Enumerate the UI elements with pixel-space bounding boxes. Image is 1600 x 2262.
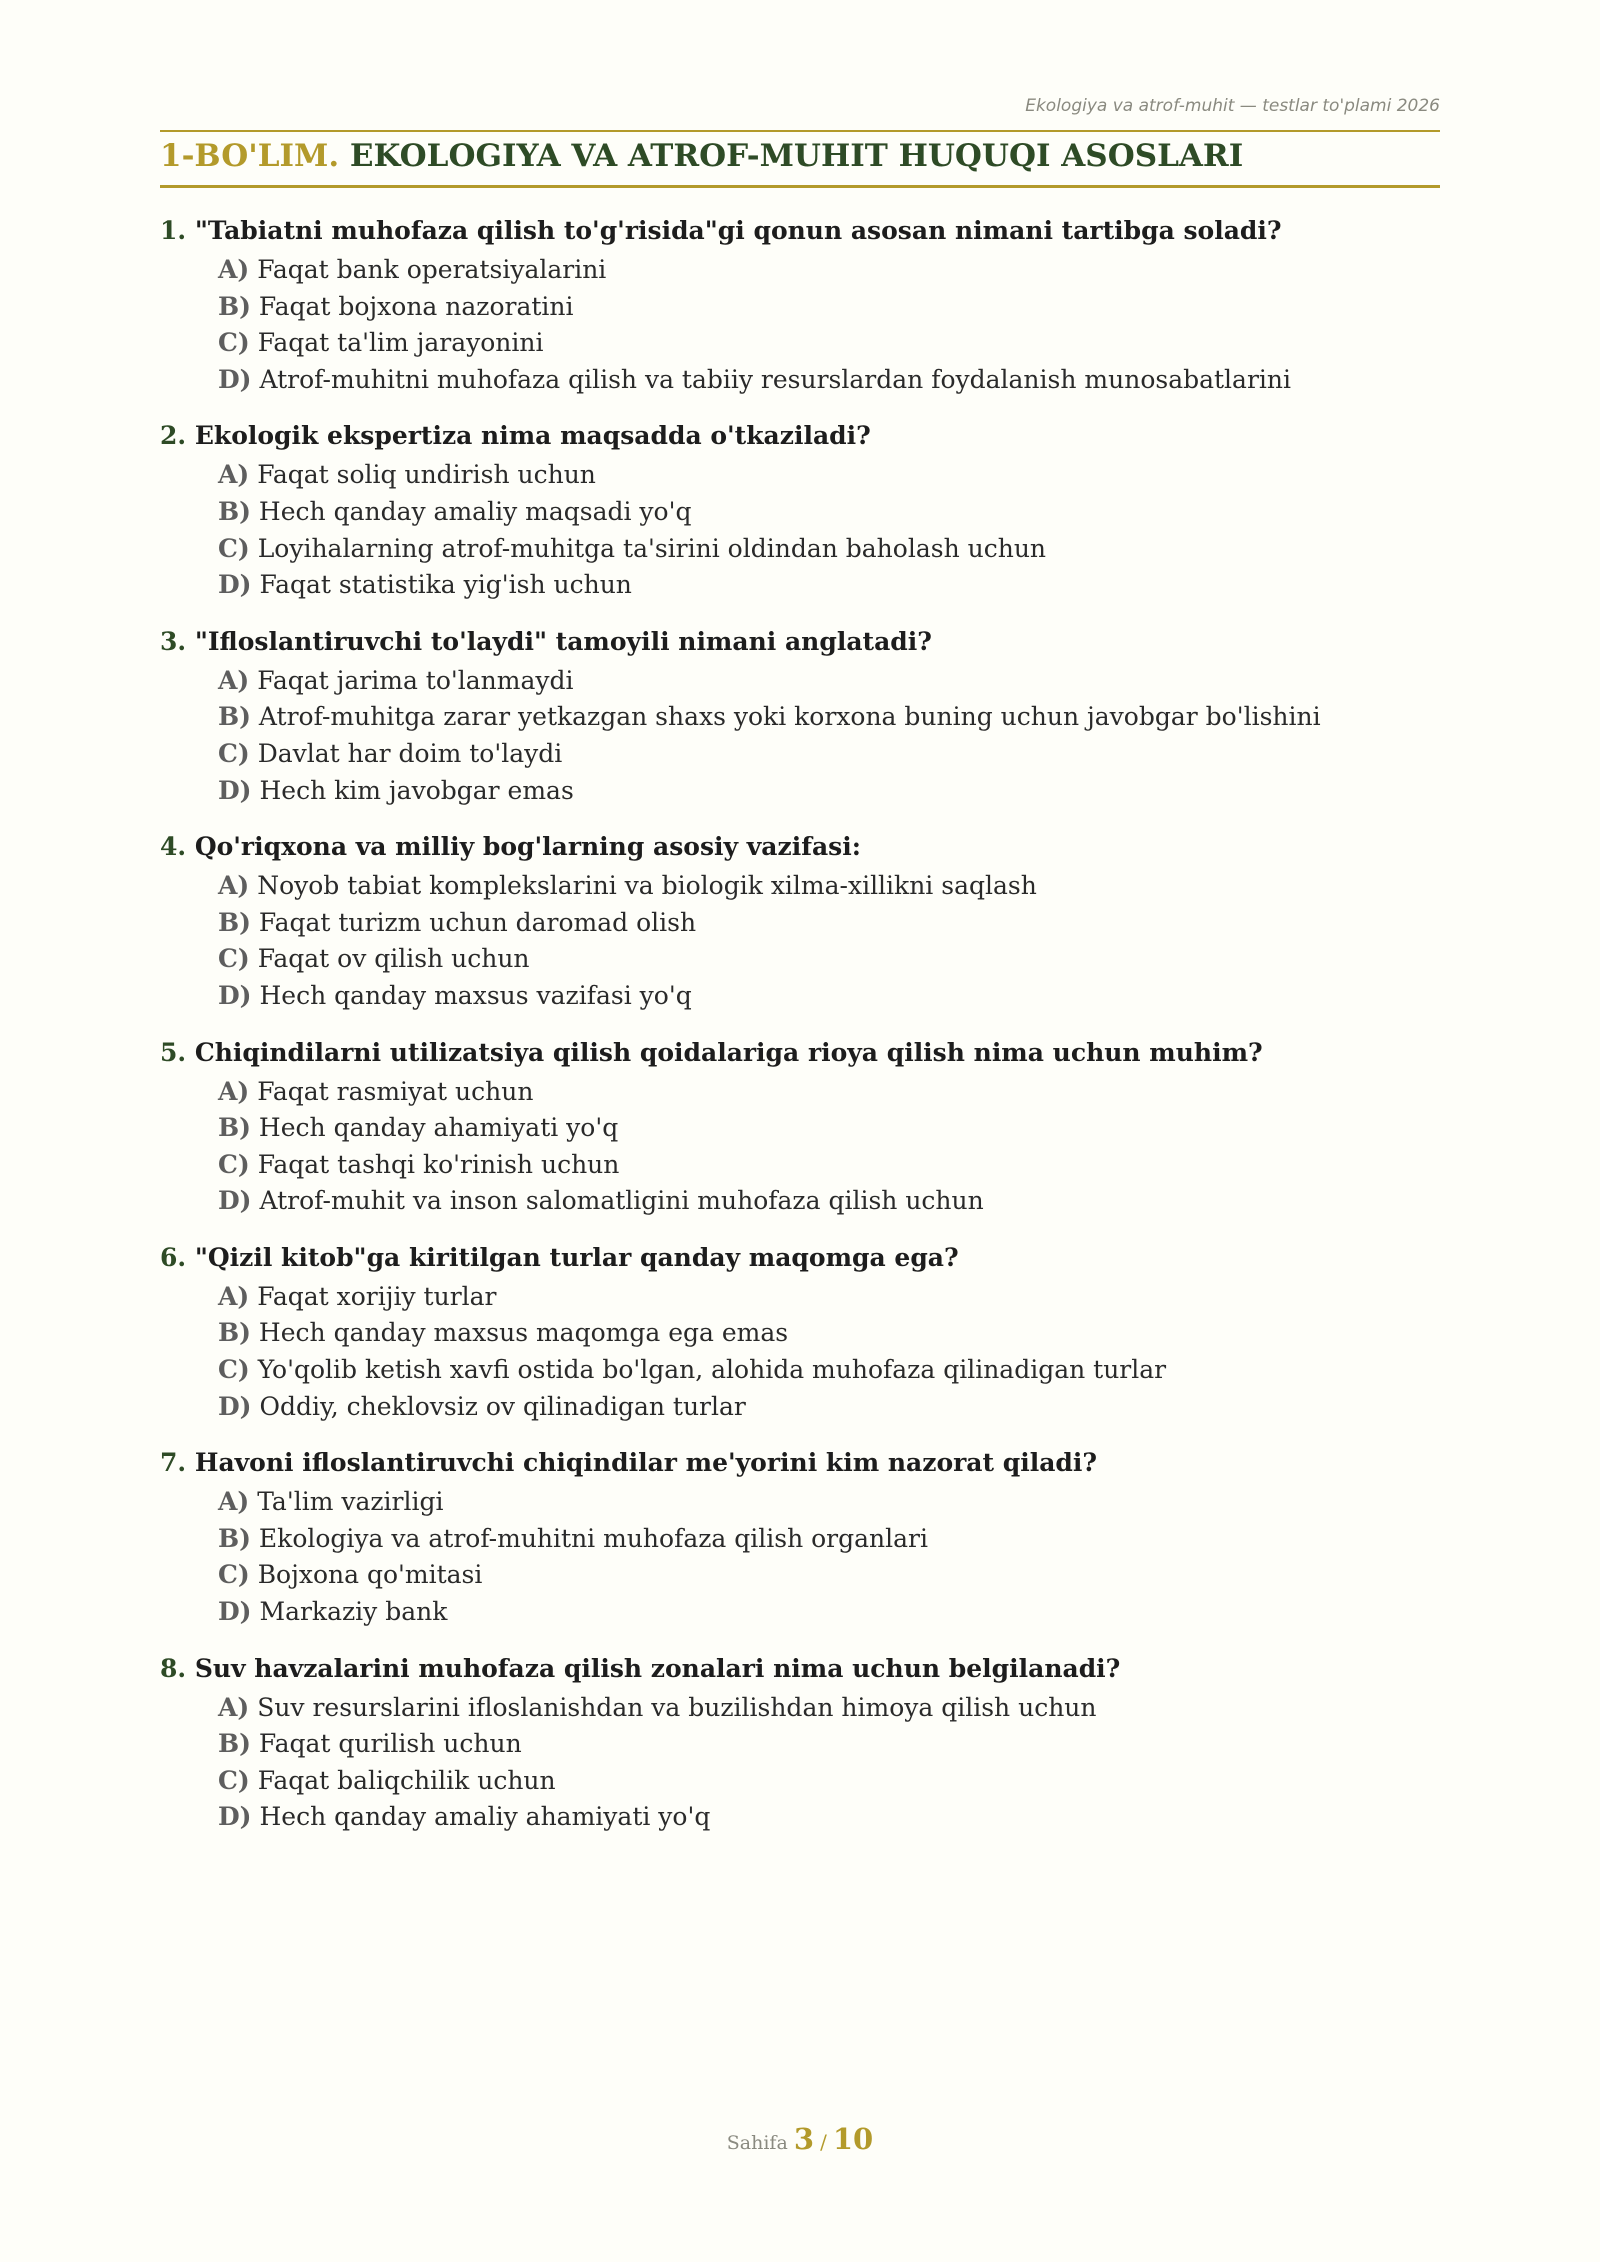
answer-option bbox=[218, 567, 1440, 604]
question-item bbox=[160, 1650, 1440, 1836]
answer-option bbox=[218, 1726, 1440, 1763]
option-letter: D) bbox=[218, 570, 252, 600]
option-letter: A) bbox=[218, 1487, 250, 1517]
answer-option bbox=[218, 1557, 1440, 1594]
question-number: 7. bbox=[160, 1448, 187, 1478]
option-text: Atrof-muhitni muhofaza qilish va tabiiy resurslardan foydalanish munosabatlarini bbox=[259, 364, 1291, 394]
answer-option bbox=[218, 1147, 1440, 1184]
question-prompt: "Ifloslantiruvchi to'laydi" tamoyili nimani anglatadi? bbox=[194, 626, 932, 656]
answer-option bbox=[218, 1110, 1440, 1147]
option-text: Suv resurslarini ifloslanishdan va buzilishdan himoya qilish uchun bbox=[257, 1692, 1097, 1722]
option-text: Hech qanday amaliy maqsadi yo'q bbox=[258, 496, 692, 526]
question-item bbox=[160, 828, 1440, 1014]
answer-options bbox=[218, 663, 1440, 809]
question-text bbox=[160, 623, 1440, 661]
option-letter: D) bbox=[218, 1802, 252, 1832]
option-letter: B) bbox=[218, 702, 251, 732]
option-text: Davlat har doim to'laydi bbox=[257, 738, 563, 768]
option-text: Yo'qolib ketish xavfi ostida bo'lgan, alohida muhofaza qilinadigan turlar bbox=[257, 1355, 1167, 1385]
header-divider bbox=[160, 130, 1440, 132]
option-letter: C) bbox=[218, 738, 250, 768]
option-letter: A) bbox=[218, 871, 250, 901]
option-letter: D) bbox=[218, 364, 252, 394]
answer-option bbox=[218, 1279, 1440, 1316]
answer-option bbox=[218, 978, 1440, 1015]
answer-option bbox=[218, 663, 1440, 700]
answer-option bbox=[218, 905, 1440, 942]
option-letter: C) bbox=[218, 1560, 250, 1590]
option-text: Atrof-muhit va inson salomatligini muhofaza qilish uchun bbox=[259, 1186, 984, 1216]
option-letter: C) bbox=[218, 1765, 250, 1795]
question-number: 3. bbox=[160, 626, 187, 656]
answer-option bbox=[218, 1389, 1440, 1426]
answer-options bbox=[218, 1074, 1440, 1220]
answer-option bbox=[218, 1594, 1440, 1631]
question-text bbox=[160, 1444, 1440, 1482]
option-text: Faqat bank operatsiyalarini bbox=[257, 255, 607, 284]
question-number: 4. bbox=[160, 832, 187, 862]
answer-option bbox=[218, 457, 1440, 494]
answer-option bbox=[218, 1763, 1440, 1800]
question-number: 2. bbox=[160, 421, 187, 451]
option-letter: C) bbox=[218, 533, 250, 563]
option-text: Faqat bojxona nazoratini bbox=[258, 291, 574, 321]
option-text: Markaziy bank bbox=[259, 1597, 448, 1627]
answer-option bbox=[218, 736, 1440, 773]
section-title-text: EKOLOGIYA VA ATROF-MUHIT HUQUQI ASOSLARI bbox=[349, 138, 1244, 174]
answer-option bbox=[218, 1799, 1440, 1836]
option-letter: A) bbox=[218, 1281, 250, 1311]
option-letter: A) bbox=[218, 460, 250, 490]
question-item bbox=[160, 417, 1440, 603]
question-text bbox=[160, 1034, 1440, 1072]
option-letter: A) bbox=[218, 1692, 250, 1722]
option-text: Faqat ov qilish uchun bbox=[257, 944, 530, 974]
option-letter: C) bbox=[218, 1355, 250, 1385]
option-letter: D) bbox=[218, 980, 252, 1010]
question-item bbox=[160, 1239, 1440, 1425]
question-prompt: Qo'riqxona va milliy bog'larning asosiy vazifasi: bbox=[194, 832, 861, 862]
question-item bbox=[160, 623, 1440, 809]
question-prompt: "Qizil kitob"ga kiritilgan turlar qanday maqomga ega? bbox=[194, 1242, 959, 1272]
answer-options bbox=[218, 1484, 1440, 1630]
option-letter: B) bbox=[218, 1729, 251, 1759]
option-letter: A) bbox=[218, 665, 250, 695]
answer-options bbox=[218, 457, 1440, 603]
answer-option bbox=[218, 362, 1440, 399]
option-text: Faqat jarima to'lanmaydi bbox=[257, 665, 574, 695]
answer-option bbox=[218, 1484, 1440, 1521]
question-prompt: Ekologik ekspertiza nima maqsadda o'tkaziladi? bbox=[194, 421, 871, 451]
question-list bbox=[160, 212, 1440, 1855]
answer-options bbox=[218, 868, 1440, 1014]
answer-option bbox=[218, 494, 1440, 531]
option-text: Hech qanday amaliy ahamiyati yo'q bbox=[259, 1802, 711, 1832]
question-number: 6. bbox=[160, 1242, 187, 1272]
option-text: Faqat statistika yig'ish uchun bbox=[259, 570, 632, 600]
option-letter: D) bbox=[218, 775, 252, 805]
answer-option bbox=[218, 289, 1440, 326]
question-item bbox=[160, 212, 1440, 398]
answer-option bbox=[218, 325, 1440, 362]
option-text: Faqat soliq undirish uchun bbox=[257, 460, 596, 490]
option-letter: C) bbox=[218, 328, 250, 358]
option-letter: B) bbox=[218, 907, 251, 937]
option-text: Atrof-muhitga zarar yetkazgan shaxs yoki korxona buning uchun javobgar bo'lishini bbox=[258, 702, 1321, 732]
option-letter: B) bbox=[218, 291, 251, 321]
section-number: 1-BO'LIM. bbox=[160, 138, 340, 174]
option-text: Faqat baliqchilik uchun bbox=[257, 1765, 556, 1795]
option-text: Hech qanday ahamiyati yo'q bbox=[258, 1113, 619, 1143]
answer-option bbox=[218, 868, 1440, 905]
option-letter: B) bbox=[218, 1113, 251, 1143]
option-text: Oddiy, cheklovsiz ov qilinadigan turlar bbox=[259, 1391, 746, 1421]
question-prompt: Suv havzalarini muhofaza qilish zonalari nima uchun belgilanadi? bbox=[194, 1653, 1121, 1683]
answer-options bbox=[218, 252, 1440, 398]
answer-option bbox=[218, 773, 1440, 810]
option-letter: D) bbox=[218, 1597, 252, 1627]
option-text: Bojxona qo'mitasi bbox=[257, 1560, 483, 1590]
option-text: Faqat tashqi ko'rinish uchun bbox=[257, 1149, 620, 1179]
option-text: Hech qanday maxsus vazifasi yo'q bbox=[259, 980, 692, 1010]
question-text bbox=[160, 828, 1440, 866]
answer-option bbox=[218, 531, 1440, 568]
page-label: Sahifa bbox=[726, 2132, 788, 2154]
answer-option bbox=[218, 1690, 1440, 1727]
question-text bbox=[160, 1239, 1440, 1277]
answer-option bbox=[218, 1183, 1440, 1220]
answer-option bbox=[218, 1315, 1440, 1352]
current-page-number: 3 bbox=[793, 2122, 815, 2156]
question-number: 5. bbox=[160, 1037, 187, 1067]
page-separator: / bbox=[820, 2130, 827, 2154]
option-text: Faqat ta'lim jarayonini bbox=[257, 328, 544, 358]
running-header: Ekologiya va atrof-muhit — testlar to'plami 2026 bbox=[1025, 96, 1440, 116]
question-text bbox=[160, 1650, 1440, 1688]
option-text: Hech qanday maxsus maqomga ega emas bbox=[258, 1318, 789, 1348]
question-item bbox=[160, 1444, 1440, 1630]
option-text: Faqat turizm uchun daromad olish bbox=[258, 907, 697, 937]
answer-option bbox=[218, 252, 1440, 289]
option-text: Faqat rasmiyat uchun bbox=[257, 1076, 534, 1106]
option-text: Hech kim javobgar emas bbox=[259, 775, 574, 805]
question-prompt: "Tabiatni muhofaza qilish to'g'risida"gi qonun asosan nimani tartibga soladi? bbox=[194, 216, 1282, 245]
option-letter: A) bbox=[218, 255, 250, 284]
option-text: Ta'lim vazirligi bbox=[257, 1487, 444, 1517]
answer-option bbox=[218, 1521, 1440, 1558]
answer-options bbox=[218, 1279, 1440, 1425]
answer-option bbox=[218, 1074, 1440, 1111]
option-text: Ekologiya va atrof-muhitni muhofaza qilish organlari bbox=[258, 1523, 928, 1553]
option-text: Faqat qurilish uchun bbox=[258, 1729, 522, 1759]
question-text bbox=[160, 212, 1440, 250]
question-prompt: Havoni ifloslantiruvchi chiqindilar me'yorini kim nazorat qiladi? bbox=[194, 1448, 1098, 1478]
option-letter: B) bbox=[218, 1523, 251, 1553]
option-letter: D) bbox=[218, 1186, 252, 1216]
question-item bbox=[160, 1034, 1440, 1220]
question-number: 8. bbox=[160, 1653, 187, 1683]
option-letter: C) bbox=[218, 1149, 250, 1179]
answer-options bbox=[218, 1690, 1440, 1836]
option-letter: B) bbox=[218, 1318, 251, 1348]
option-text: Noyob tabiat komplekslarini va biologik xilma-xillikni saqlash bbox=[257, 871, 1037, 901]
option-letter: B) bbox=[218, 496, 251, 526]
answer-option bbox=[218, 1352, 1440, 1389]
question-number: 1. bbox=[160, 216, 187, 245]
question-prompt: Chiqindilarni utilizatsiya qilish qoidalariga rioya qilish nima uchun muhim? bbox=[194, 1037, 1263, 1067]
option-letter: A) bbox=[218, 1076, 250, 1106]
total-pages-number: 10 bbox=[832, 2122, 874, 2156]
option-letter: D) bbox=[218, 1391, 252, 1421]
section-title-divider bbox=[160, 185, 1440, 188]
option-letter: C) bbox=[218, 944, 250, 974]
option-text: Loyihalarning atrof-muhitga ta'sirini oldindan baholash uchun bbox=[257, 533, 1047, 563]
option-text: Faqat xorijiy turlar bbox=[257, 1281, 497, 1311]
answer-option bbox=[218, 941, 1440, 978]
page-footer bbox=[0, 2122, 1600, 2156]
section-title bbox=[160, 134, 1440, 178]
answer-option bbox=[218, 699, 1440, 736]
question-text bbox=[160, 417, 1440, 455]
